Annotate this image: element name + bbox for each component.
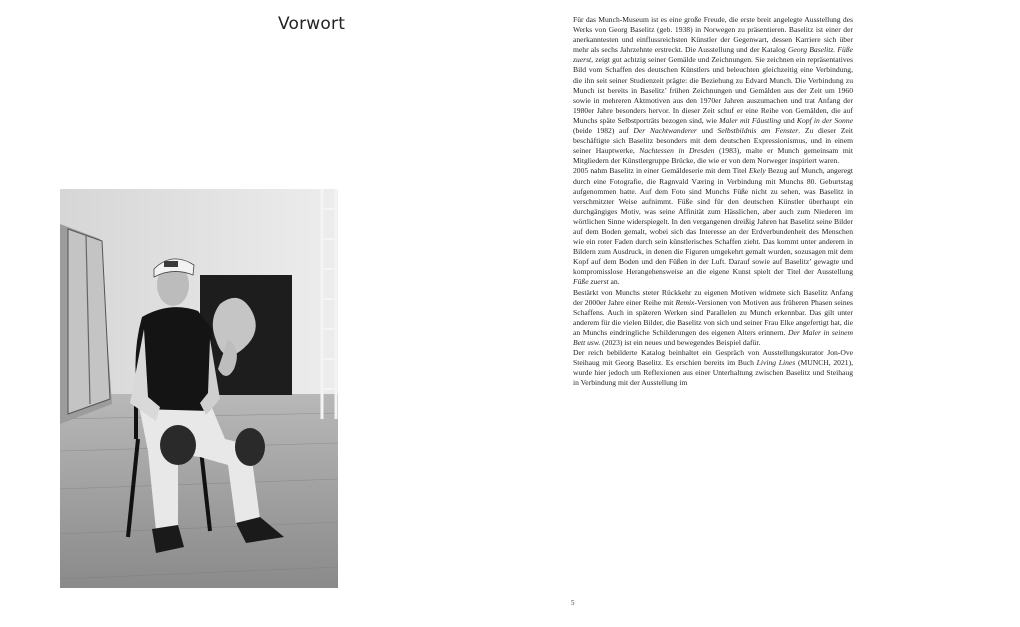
text-run: Bezug auf Munch, angeregt durch eine Fotografie, die Ragnvald Væring in Verbindung mit Munchs 80. Geburtstag aufgenommen hatte. Auf dem Foto sind Munchs Füße nicht zu sehen, was Baselitz in verschmitzter Weise aufnimmt. Füße sind für den deutschen Künstler überhaupt ein durchgängiges Motiv, was seine Affinität zum Hässlichen, aber auch zum Niederen im wörtlichen Sinne widerspiegelt. In den vergangenen dreißig Jahren hat Baselitz seine Bilder auf dem Boden gemalt, wobei sich das Interesse an der Erdverbundenheit des Menschen wie ein roter Faden durch sein künstlerisches Schaffen zieht. Das kommt unter anderem in Bildern zum Ausdruck, in denen die Figuren umgekehrt gemalt wurden, sozusagen mit dem Kopf auf dem Boden und den Füßen in der Luft. Darauf sowie auf Baselitz’ gewagte und kompromisslose Herangehensweise an die eigene Kunst spielt der Titel der Ausstellung [573,166,853,277]
text-run: Für das Munch-Museum ist es eine große Freude, die erste breit angelegte Ausstellung des Werks von Georg Baselitz (geb. 1938) in Norwegen zu präsentieren. Baselitz ist einer der anerkanntesten und einflussreichsten Künstler der Gegenwart, dessen Karriere sich über mehr als sechs Jahrzehnte erstreckt. Die Ausstellung und der Katalog [573,15,853,55]
text-run: -Versionen von Motiven aus früheren Phasen seines Schaffens. Auch in späteren Werken sind Parallelen zu Munch erkennbar. Das gilt unter anderem für die vielen Bilder, die Baselitz von sich und seiner Frau Elke angefertigt hat, die an Munchs eindringliche Schilderungen des eigenen Alters erinnern. [573,297,853,337]
italic-title-run: Der Nachtwanderer [633,126,697,136]
text-run: und [696,126,718,136]
text-run: (2023) ist ein neues und bewegendes Beispiel dafür. [600,338,761,347]
italic-title-run: Selbstbildnis am Fenster [717,126,799,136]
italic-title-run: Living Lines [756,358,796,368]
foreword-text [573,15,853,388]
text-run: 2005 nahm Baselitz in einer Gemäldeserie mit dem Titel [573,166,749,176]
portrait-photo [60,189,338,588]
portrait-photo-image [60,189,338,588]
italic-title-run: Maler mit Fäustling [719,115,782,125]
text-run: an. [608,277,620,287]
text-run: (beide 1982) auf [573,126,634,136]
paragraph [573,166,853,287]
italic-title-run: Füße zuerst [573,277,609,287]
text-run: Der reich bebilderte Katalog beinhaltet ein Gespräch von Ausstellungskurator Jon-Ove Steihaug mit Georg Baselitz. Es erschien bereits im Buch [573,348,853,368]
text-run: (MUNCH, 2021), wurde hier jedoch um Reflexionen aus einer Unterhaltung zwischen Baselitz und Steihaug in Verbindung mit der Ausstellung im [573,358,854,388]
text-run: (1983), malte er Munch gemeinsam mit Mitgliedern der Künstlergruppe Brücke, die wie er von dem Norweger inspiriert waren. [573,146,853,166]
italic-title-run: Georg Baselitz. Füße zuerst [573,45,854,65]
text-run: . Zu dieser Zeit beschäftigte sich Baselitz besonders mit dem deutschen Expressionismus, und in einem seiner Hauptwerke, [573,126,854,156]
text-run: Bestärkt von Munchs steter Rückkehr zu eigenen Motiven widmete sich Baselitz Anfang der 2000er Jahre einer Reihe mit [573,287,853,307]
italic-title-run: Nachtessen in Dresden [639,146,715,156]
paragraph [573,348,853,388]
paragraph [573,288,853,349]
text-run: und [781,115,797,125]
italic-title-run: Kopf in der Sonne [796,115,854,125]
page-title: Vorwort [278,14,346,34]
italic-title-run: Der Maler in seinem Bett usw. [573,327,853,347]
text-run: , zeigt gut achtzig seiner Gemälde und Zeichnungen. Sie zeichnen ein repräsentatives Bild vom Schaffen des deutschen Künstlers und beleuchten gleichzeitig eine Verbindung, die ihn seit seiner Studienzeit prägte: die Beziehung zu Edvard Munch. Die Verbindung zu Munch ist bereits in Baselitz’ frühen Zeichnungen und Gemälden aus der Zeit um 1960 sowie in mehreren Aktmotiven aus den 1970er Jahren auszumachen und trat Anfang der 1980er Jahre besonders hervor. In dieser Zeit schuf er eine Reihe von Gemälden, die auf Munchs späte Selbstporträts bezogen sind, wie [573,55,853,125]
italic-title-run: Ekely [748,166,766,176]
italic-title-run: Remix [675,297,695,307]
paragraph [573,15,853,166]
page-number: 5 [571,599,575,607]
